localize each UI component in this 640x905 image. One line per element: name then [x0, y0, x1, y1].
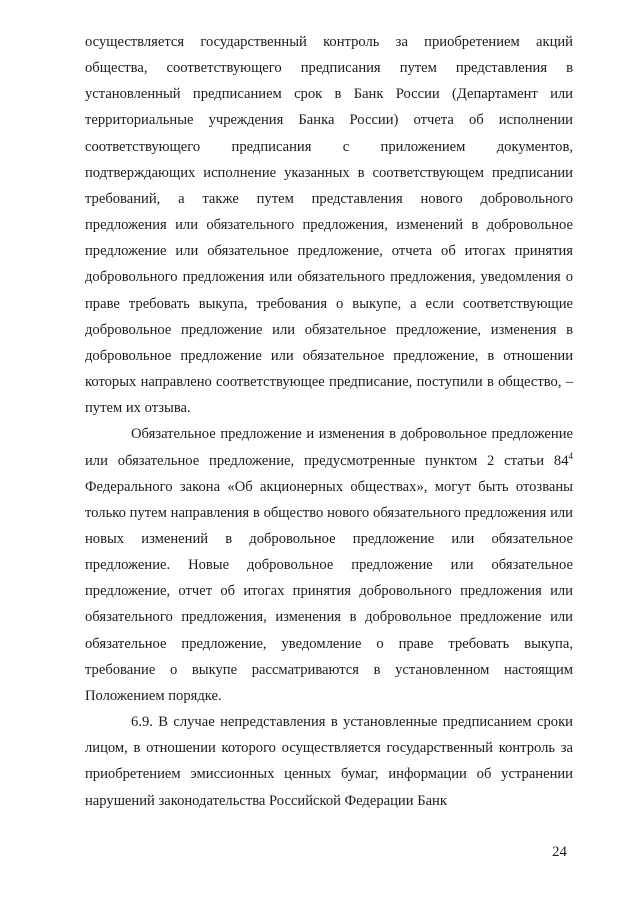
paragraph-mandatory-offer-end: Федерального закона «Об акционерных обществах», могут быть отозваны только путем направления в общество нового обязательного предложения или новых изменений в добровольное предложение или обязательное предложение. Новые добровольное предложение или обязательное предложение, отчет об итогах принятия добровольного предложения или обязательного предложения, изменения в добровольное предложение или обязательное предложение, уведомление о праве требовать выкупа, требование о выкупе рассматриваются в установленном настоящим Положением порядке.	[85, 478, 573, 704]
page-number: 24	[552, 844, 567, 860]
article-superscript: 4	[568, 450, 573, 461]
paragraph-6-9: 6.9. В случае непредставления в установленные предписанием сроки лицом, в отношении которого осуществляется государственный контроль за приобретением эмиссионных ценных бумаг, информации об устранении нарушений законодательства Российской Федерации Банк	[85, 714, 573, 809]
paragraph-continuation: осуществляется государственный контроль за приобретением акций общества, соответствующего предписания путем представления в установленный предписанием срок в Банк России (Департамент или территориальные учреждения Банка России) отчета об исполнении соответствующего предписания с приложением документов, подтверждающих исполнение указанных в соответствующем предписании требований, а также путем представления нового добровольного предложения или обязательного предложения, изменений в добровольное предложение или обязательное предложение, отчета об итогах принятия добровольного предложения или обязательного предложения, уведомления о праве требовать выкупа, требования о выкупе, а если соответствующие добровольное предложение или обязательное предложение, изменения в добровольное предложение или обязательное предложение, в отношении которых направлено соответствующее предписание, поступили в общество, – путем их отзыва.	[85, 34, 573, 417]
body-text	[85, 29, 573, 814]
paragraph-mandatory-offer-start: Обязательное предложение и изменения в добровольное предложение или обязательное предложение, предусмотренные пунктом 2 статьи 84	[85, 426, 573, 469]
paragraph-mandatory-offer	[85, 421, 573, 709]
